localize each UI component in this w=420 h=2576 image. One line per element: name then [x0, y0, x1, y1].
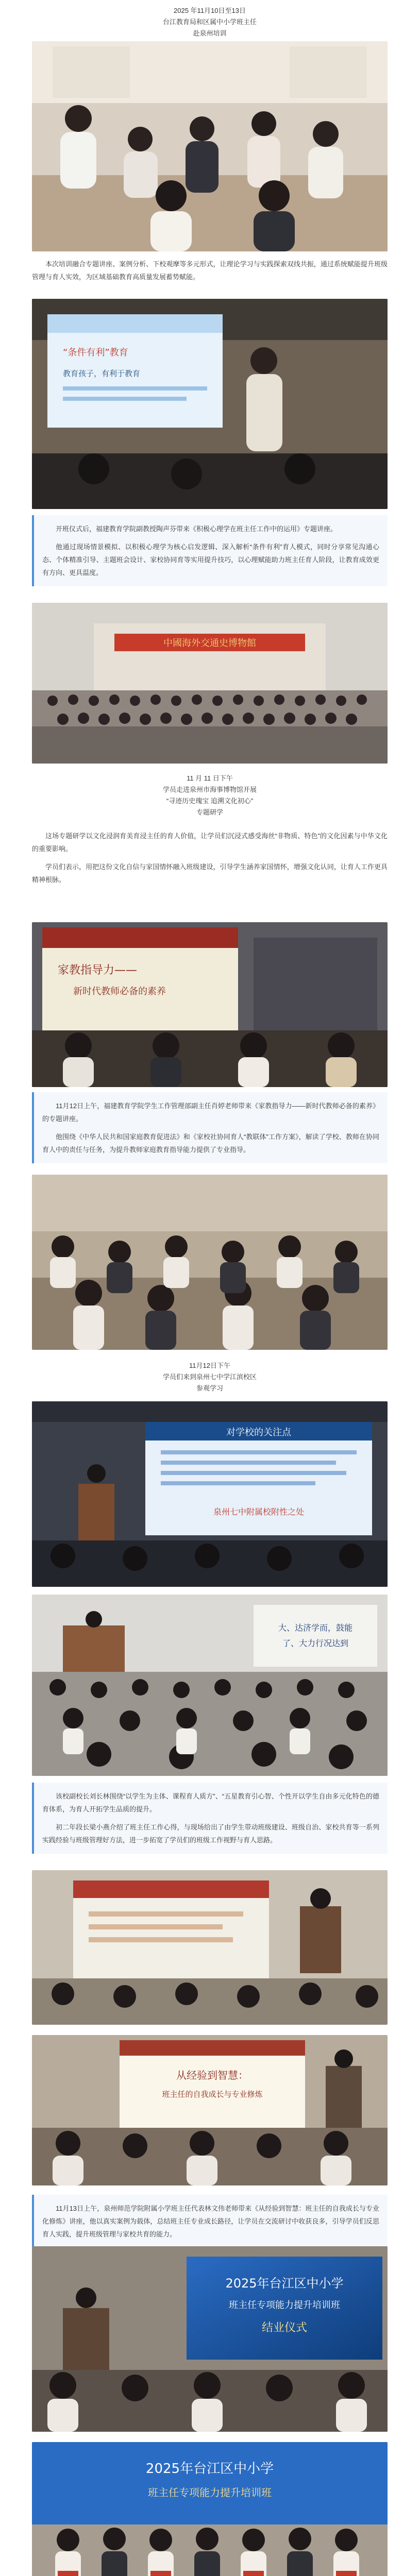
day3-place: 学员们来到泉州七中学江滨校区: [162, 1373, 257, 1381]
photo-award-ceremony: [32, 2442, 388, 2576]
note-card-lecture: [32, 515, 388, 586]
slide-line-2: 教育孩子，有利于教育: [63, 369, 141, 378]
banner11-subtitle: 班主任专项能力提升培训班: [148, 2486, 272, 2499]
slide9-subtitle: 班主任的自我成长与专业修炼: [162, 2090, 263, 2099]
day3-time: 11月12日下午: [189, 1362, 230, 1369]
note2-paragraph-1: 11月12日上午，福建教育学院学生工作管理部副主任肖婷老师带来《家教指导力——新时代教师必备的素养》的专题讲座。: [42, 1102, 379, 1123]
slide7-line-2: 了、大力行况达到: [282, 1638, 349, 1648]
day2-header: [32, 773, 388, 818]
header-organizer: 台江教育局和区属中小学班主任: [162, 18, 257, 26]
photo-lecture-slide: [32, 299, 388, 509]
note1-paragraph-1: 开班仪式后，福建教育学院副教授陶声芬带来《积极心理学在班主任工作中的运用》专题讲座。: [56, 525, 338, 533]
photo-school-auditorium: [32, 1595, 388, 1776]
banner10-ending: 结业仪式: [261, 2321, 308, 2334]
day2-kind: 专题研学: [196, 808, 223, 816]
slide4-subtitle: 新时代教师必备的素养: [73, 986, 166, 997]
day2-time: 11 月 11 日下午: [187, 774, 233, 782]
museum-sign-text: 中國海外交通史博物館: [163, 638, 256, 649]
note-card-school-visit: [32, 1783, 388, 1854]
photo-family-education-lecture: [32, 922, 388, 1087]
note4-paragraph-1: 11月13日上午，泉州师范学院附属小学班主任代表林文伟老师带来《从经验到智慧：班主任的自我成长与专业化修炼》讲座，他以真实案例为载体，总结班主任专业成长路径，让学员在交流研讨中收获良多，引导学员们反思育人实践，提升班级管理与家校共育的能力。: [42, 2205, 379, 2238]
note3-paragraph-2: 初二年段长梁小燕介绍了班主任工作心得，与现场给出了由学生带动班级建设、班级自治、家校共育等一系列实践经验与班级管理好方法，进一步拓宽了学员们的班级工作视野与育人思路。: [42, 1823, 379, 1844]
intro-paragraph-block: [32, 258, 388, 283]
photo-experience-lecture: [32, 2035, 388, 2185]
note3-paragraph-1: 该校副校长刘长林围绕“以学生为主体、课程育人质方”、“五星教育引心智、个性开以学生自由多元化特色的德育体系，为育人开拓学生品质的提升。: [42, 1792, 379, 1813]
intro-paragraph: 本次培训融合专题讲座、案例分析、下校观摩等多元形式，让理论学习与实践探索双线共振，通过系统赋能提升班级管理与育人实效，为区域基础教育高质量发展蓄势赋能。: [32, 260, 388, 281]
day3-kind: 参观学习: [196, 1384, 223, 1392]
photo-lecture-audience: [32, 1175, 388, 1350]
photo-museum-group: [32, 603, 388, 764]
slide-line-1: “条件有利”教育: [63, 347, 128, 358]
banner10-subtitle: 班主任专项能力提升培训班: [229, 2300, 340, 2311]
photo-closing-ceremony-banner: [32, 2246, 388, 2432]
day2-place: 学员走进泉州市海事博物馆开展: [162, 786, 257, 793]
banner11-title: 2025年台江区中小学: [145, 2461, 274, 2477]
slide7-line-1: 大、达济学而，鼓能: [278, 1623, 353, 1633]
note2-paragraph-2: 他围绕《中华人民共和国家庭教育促进法》和《家校社协同育人“教联体”工作方案》，解读了学校、教师在协同育人中的责任与任务，为提升教师家庭教育指导能力提供了专业指导。: [42, 1133, 379, 1154]
photo-school-visit-presentation: [32, 1401, 388, 1587]
day3-header: [32, 1360, 388, 1394]
header-activity: 赴泉州培训: [193, 29, 227, 37]
slide6-title: 对学校的关注点: [226, 1427, 291, 1438]
banner10-title: 2025年台江区中小学: [225, 2276, 344, 2291]
day2-theme: “寻迹历史瑰宝 追溯文化初心”: [166, 797, 254, 805]
photo-speaker-podium: [32, 1870, 388, 2025]
slide6-red-line: 泉州七中附属校附性之处: [213, 1507, 305, 1517]
header-date: 2025 年11月10日至13日: [174, 7, 246, 14]
visit-text-block: [32, 829, 388, 886]
photo-classroom-lecture: [32, 41, 388, 251]
visit-paragraph-1: 这场专题研学以文化浸润育美育浸主任的育人价值，让学员们沉浸式感受海丝“非物质、特色”的文化因素与中华文化的重要影响。: [32, 832, 388, 853]
visit-paragraph-2: 学员们表示，用把这份文化自信与家国情怀融入班级建设，引导学生涵养家国情怀，增强文化认同，让育人工作更具精神根脉。: [32, 863, 388, 884]
note-card-experience-lecture: [32, 2195, 388, 2248]
slide4-title: 家教指导力——: [58, 964, 138, 977]
article-header: [32, 5, 388, 39]
note-card-family-education: [32, 1092, 388, 1163]
note1-paragraph-2: 他通过现场情景模拟、以积极心理学为核心启发逻辑、深入解析“条件有利”育人模式，同时分享常见沟通心态、个体精准引导、主题班会设计、家校协同育等实用提升技巧，以心理赋能助力班主任育人阶段，让教育成效更有方向、更具温度。: [42, 543, 379, 577]
slide9-title: 从经验到智慧：: [176, 2069, 248, 2081]
